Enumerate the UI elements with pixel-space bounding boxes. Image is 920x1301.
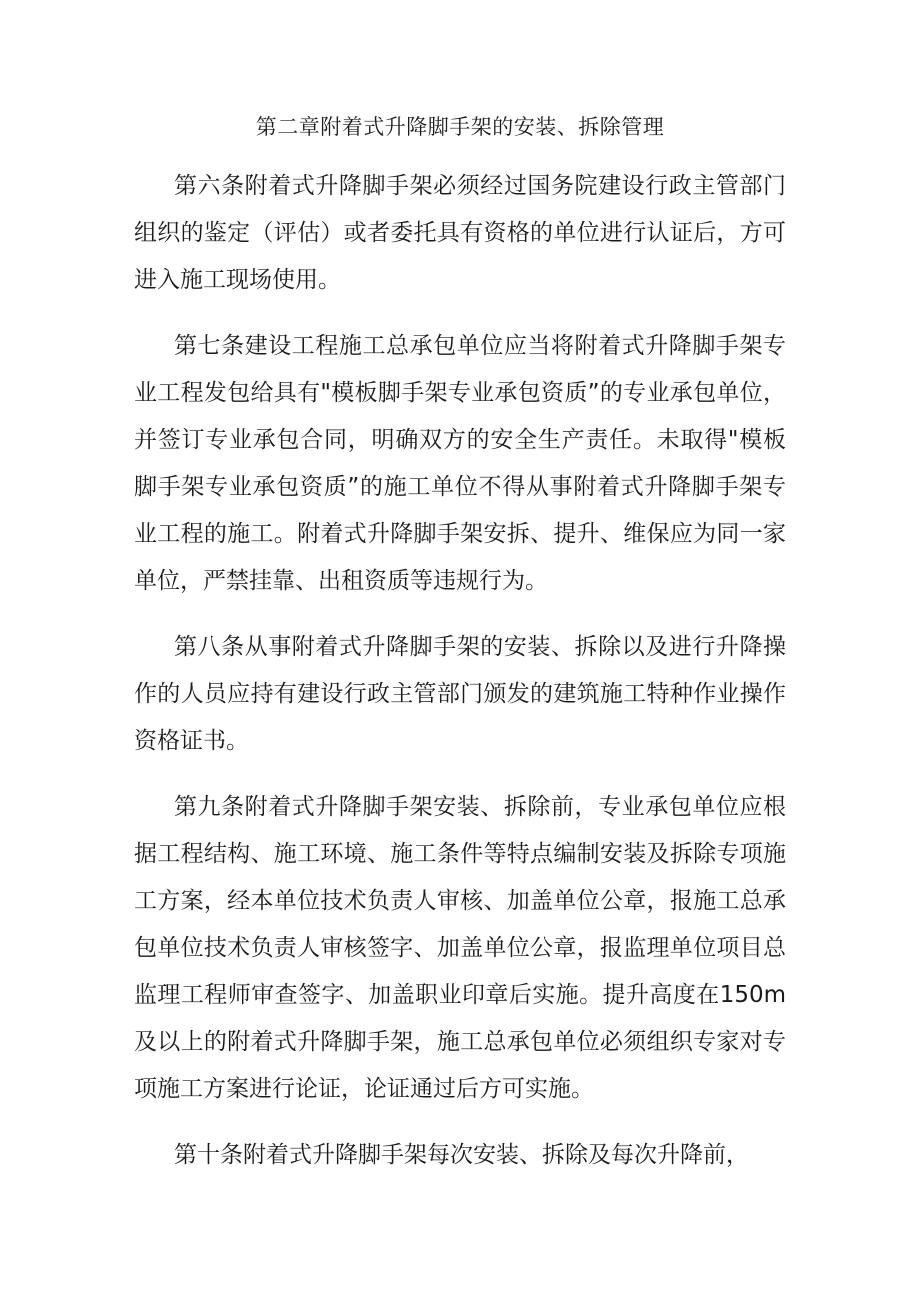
article-8-paragraph: 第八条从事附着式升降脚手架的安装、拆除以及进行升降操作的人员应持有建设行政主管部门颁发的建筑施工特种作业操作资格证书。 <box>134 634 786 754</box>
article-6-paragraph: 第六条附着式升降脚手架必须经过国务院建设行政主管部门组织的鉴定（评估）或者委托具有资格的单位进行认证后，方可进入施工现场使用。 <box>134 173 786 293</box>
article-9-paragraph: 第九条附着式升降脚手架安装、拆除前，专业承包单位应根据工程结构、施工环境、施工条件等特点编制安装及拆除专项施工方案，经本单位技术负责人审核、加盖单位公章，报施工总承包单位技术负责人审核签字、加盖单位公章，报监理单位项目总监理工程师审查签字、加盖职业印章后实施。提升高度在150m及以上的附着式升降脚手架，施工总承包单位必须组织专家对专项施工方案进行论证，论证通过后方可实施。 <box>134 794 786 1102</box>
chapter-title: 第二章附着式升降脚手架的安装、拆除管理 <box>255 115 665 139</box>
article-7-paragraph: 第七条建设工程施工总承包单位应当将附着式升降脚手架专业工程发包给具有"模板脚手架专业承包资质”的专业承包单位，并签订专业承包合同，明确双方的安全生产责任。未取得"模板脚手架专业承包资质”的施工单位不得从事附着式升降脚手架专业工程的施工。附着式升降脚手架安拆、提升、维保应为同一家单位，严禁挂靠、出租资质等违规行为。 <box>134 333 786 594</box>
document-body <box>134 163 786 1198</box>
article-10-paragraph: 第十条附着式升降脚手架每次安装、拆除及每次升降前， <box>174 1142 749 1168</box>
